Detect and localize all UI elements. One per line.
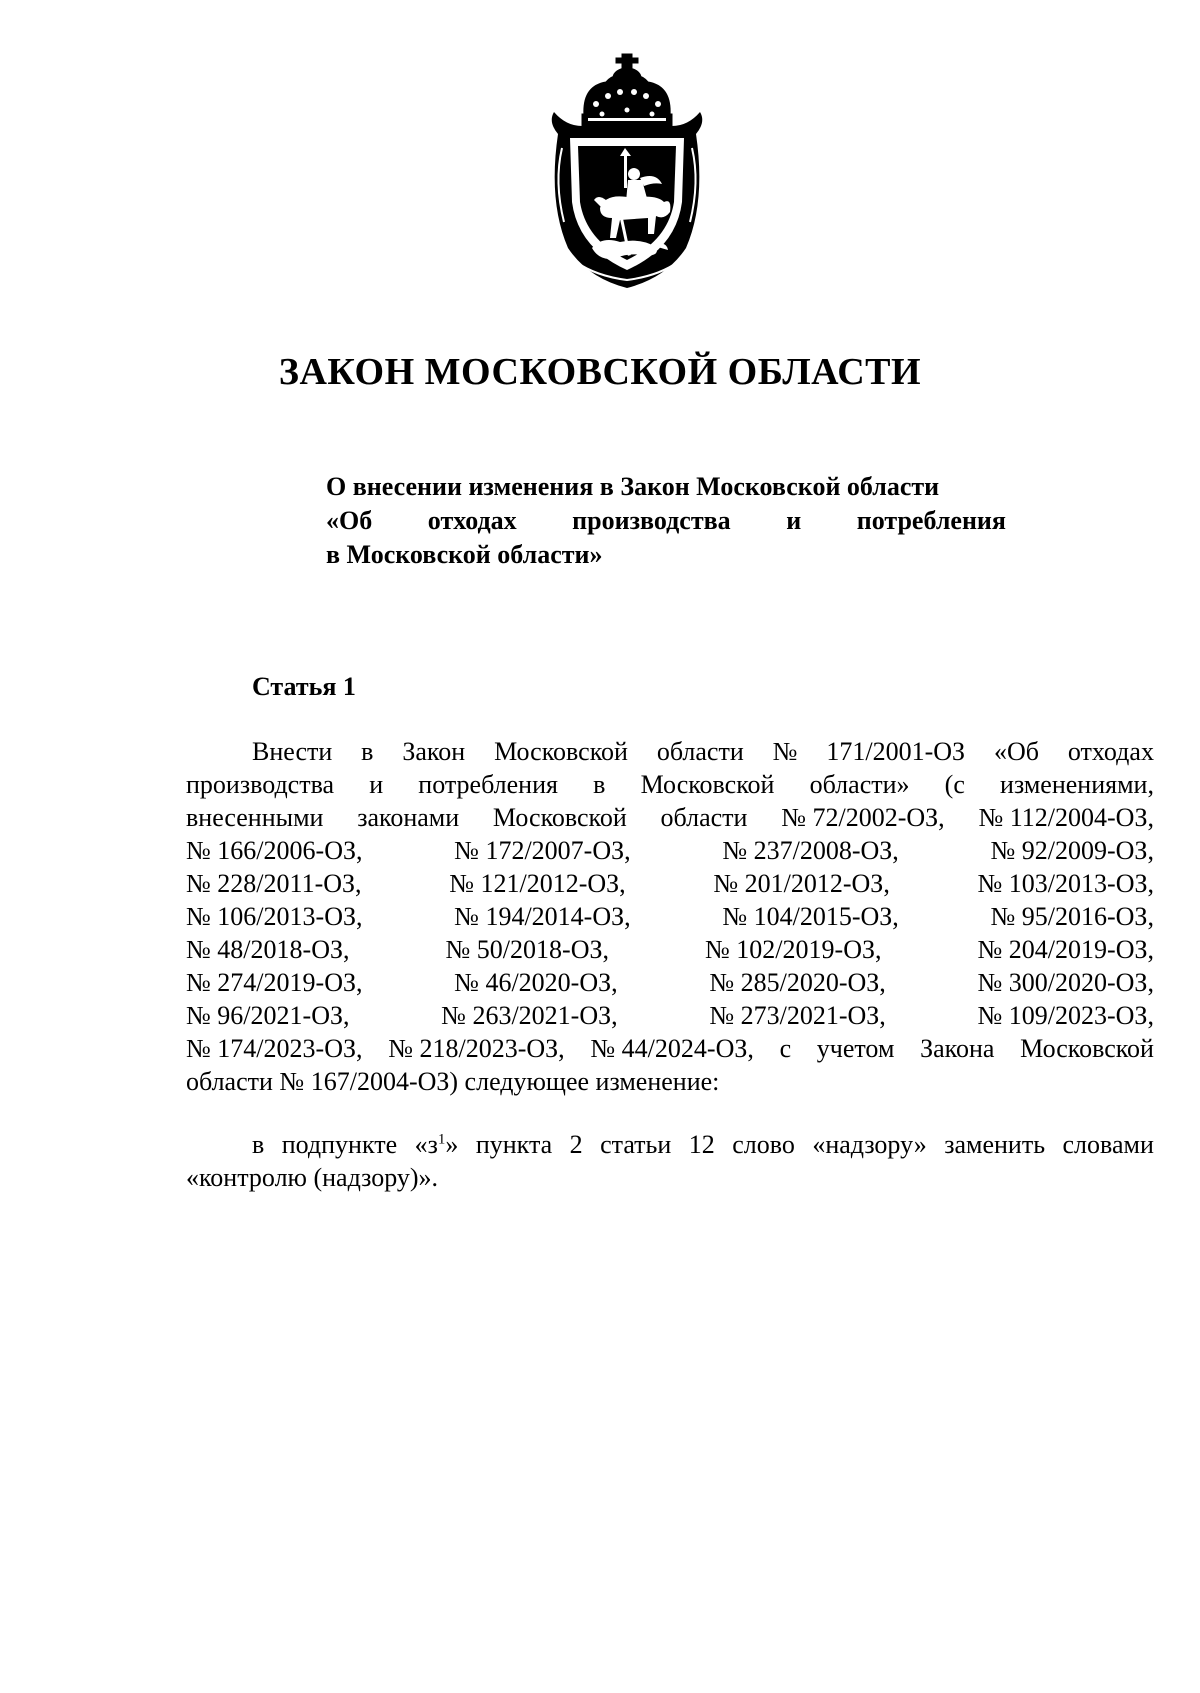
subject-line-3: в Московской области» (326, 540, 603, 569)
amendment-word: «надзору» (812, 1130, 927, 1159)
article-word: № 237/2008-ОЗ, (722, 836, 899, 865)
amendment-word: в (252, 1130, 265, 1159)
article-word: № 273/2021-ОЗ, (709, 1001, 886, 1030)
article-word: № 172/2007-ОЗ, (454, 836, 631, 865)
article-word: 171/2001-ОЗ (826, 737, 966, 766)
amendment-word: пункта (475, 1130, 553, 1159)
amendment-line-2: «контролю (надзору)». (186, 1163, 439, 1192)
article-word: № 218/2023-ОЗ, (388, 1034, 565, 1063)
article-line (186, 933, 1154, 966)
article-line (186, 966, 1154, 999)
subject-line-2 (326, 504, 1006, 538)
amendment-word: заменить (944, 1130, 1046, 1159)
article-word: № 263/2021-ОЗ, (441, 1001, 618, 1030)
article-word: № 46/2020-ОЗ, (454, 968, 618, 997)
coat-of-arms-icon (536, 52, 718, 292)
article-word: учетом (816, 1034, 895, 1063)
article-word: № 204/2019-ОЗ, (977, 935, 1154, 964)
amendment-word: словами (1062, 1130, 1154, 1159)
article-line (186, 768, 1154, 801)
article-word: «Об (993, 737, 1039, 766)
subject-word: отходах (427, 506, 517, 535)
article-line (186, 900, 1154, 933)
article-word: № 201/2012-ОЗ, (713, 869, 890, 898)
article-word: № 112/2004-ОЗ, (978, 803, 1154, 832)
amendment-word: статьи (600, 1130, 672, 1159)
amendment-word: 2 (569, 1130, 583, 1159)
article-body (186, 735, 1154, 1098)
article-heading: Статья 1 (252, 672, 356, 701)
article-word: № 228/2011-ОЗ, (186, 869, 362, 898)
subject-word: и (786, 506, 802, 535)
article-word: области (656, 737, 744, 766)
article-word: № 300/2020-ОЗ, (977, 968, 1154, 997)
article-word: № 50/2018-ОЗ, (445, 935, 609, 964)
article-word: № 121/2012-ОЗ, (449, 869, 626, 898)
amendment-paragraph (186, 1128, 1154, 1194)
article-word: Московской (494, 737, 628, 766)
article-line (186, 1032, 1154, 1065)
superscript: 1 (437, 1131, 446, 1148)
article-word: № 285/2020-ОЗ, (709, 968, 886, 997)
article-word: и (369, 770, 384, 799)
subject-word: потребления (856, 506, 1006, 535)
article-word: Московской (492, 803, 627, 832)
article-word: (с (944, 770, 965, 799)
amendment-word: 12 (688, 1130, 715, 1159)
article-line (186, 801, 1154, 834)
article-word: изменениями, (1000, 770, 1154, 799)
article-word: Внести (252, 737, 333, 766)
article-word: внесенными (186, 803, 324, 832)
article-word: № 44/2024-ОЗ, (590, 1034, 754, 1063)
article-word: № 72/2002-ОЗ, (781, 803, 945, 832)
article-word: № 96/2021-ОЗ, (186, 1001, 350, 1030)
article-word: № (772, 737, 798, 766)
article-word: Московской (640, 770, 775, 799)
article-word: потребления (418, 770, 558, 799)
article-word: № 166/2006-ОЗ, (186, 836, 363, 865)
article-line (186, 735, 1154, 768)
article-word: № 274/2019-ОЗ, (186, 968, 363, 997)
article-word: № 95/2016-ОЗ, (990, 902, 1154, 931)
article-word: № 194/2014-ОЗ, (454, 902, 631, 931)
article-word: № 106/2013-ОЗ, (186, 902, 363, 931)
article-line (186, 867, 1154, 900)
article-line (186, 834, 1154, 867)
article-word: Московской (1020, 1034, 1154, 1063)
law-title: ЗАКОН МОСКОВСКОЙ ОБЛАСТИ (278, 351, 922, 393)
subject-word: производства (572, 506, 731, 535)
article-word: области (660, 803, 748, 832)
amendment-word: «$з^1$» (414, 1130, 459, 1159)
article-word: № 174/2023-ОЗ, (186, 1034, 363, 1063)
subject-word: «Об (326, 506, 373, 535)
law-subject (326, 470, 1006, 572)
article-word: с (779, 1034, 792, 1063)
article-word: № 48/2018-ОЗ, (186, 935, 350, 964)
article-word: Закона (920, 1034, 995, 1063)
article-line (186, 999, 1154, 1032)
amendment-word: подпункте (281, 1130, 398, 1159)
subject-line-1: О внесении изменения в Закон Московской области (326, 472, 940, 501)
article-word: производства (186, 770, 335, 799)
article-word: в (593, 770, 606, 799)
article-word: № 102/2019-ОЗ, (705, 935, 882, 964)
amendment-line-1 (186, 1128, 1154, 1161)
article-word: отходах (1067, 737, 1154, 766)
amendment-word: слово (732, 1130, 795, 1159)
article-word: № 103/2013-ОЗ, (977, 869, 1154, 898)
article-word: № 92/2009-ОЗ, (990, 836, 1154, 865)
article-word: в (361, 737, 374, 766)
article-word: законами (357, 803, 460, 832)
article-word: № 109/2023-ОЗ, (977, 1001, 1154, 1030)
article-word: Закон (402, 737, 466, 766)
article-word: области» (809, 770, 910, 799)
article-last-line: области № 167/2004-ОЗ) следующее изменение: (186, 1067, 720, 1096)
article-word: № 104/2015-ОЗ, (722, 902, 899, 931)
